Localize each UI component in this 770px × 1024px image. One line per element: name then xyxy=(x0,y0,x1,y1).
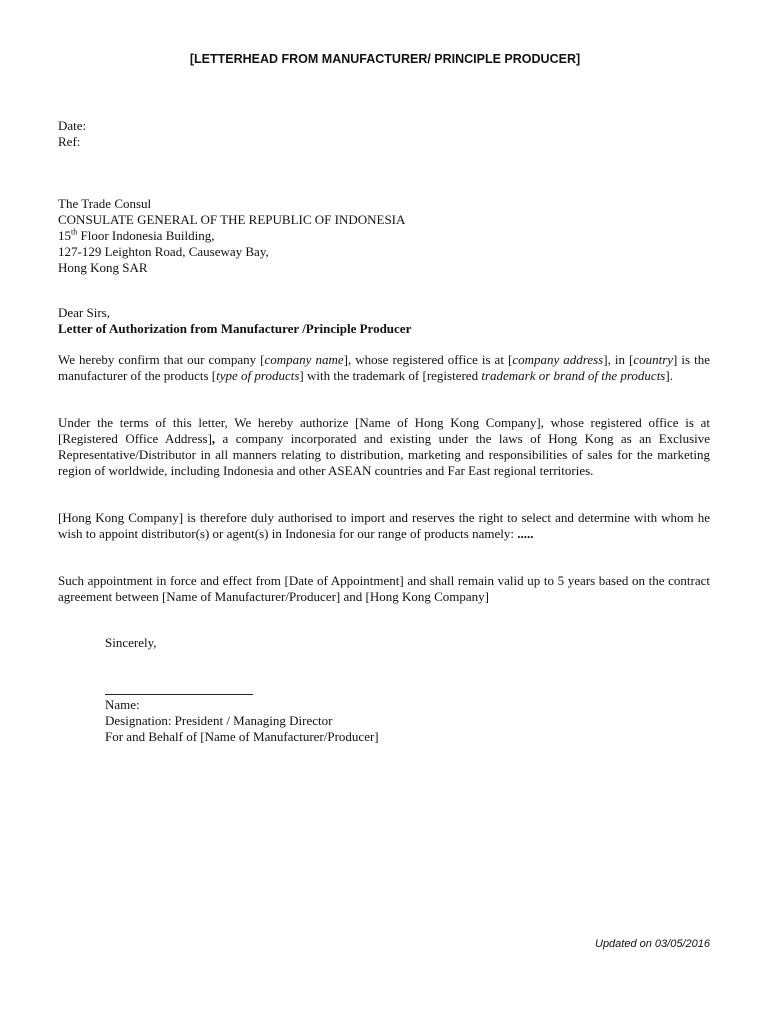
recipient-street: 127-129 Leighton Road, Causeway Bay, xyxy=(58,244,269,259)
signature-line xyxy=(105,694,253,695)
letterhead-placeholder: [LETTERHEAD FROM MANUFACTURER/ PRINCIPLE PRODUCER] xyxy=(189,52,581,66)
company-name-field: company name xyxy=(264,352,344,367)
recipient-address xyxy=(58,196,710,276)
recipient-city: Hong Kong SAR xyxy=(58,260,148,275)
ref-label: Ref: xyxy=(58,134,81,149)
product-type-field: type of products xyxy=(216,368,300,383)
date-ref-block xyxy=(58,118,710,150)
updated-date-footer: Updated on 03/05/2016 xyxy=(595,938,710,950)
signatory-designation: Designation: President / Managing Director xyxy=(105,713,333,728)
paragraph-authorization: Under the terms of this letter, We hereby authorize [Name of Hong Kong Company], whose registered office is at [Registered Office Address], a company incorporated and existing under the laws of Hong Kong as an Exclusive Representative/Distributor in all manners relating to distribution, marketing and responsibilities of sales for the marketing region of worldwide, including Indonesia and other ASEAN countries and Far East regional territories. xyxy=(58,415,711,478)
paragraph-import-rights: [Hong Kong Company] is therefore duly authorised to import and reserves the right to select and determine with whom he wish to appoint distributor(s) or agent(s) in Indonesia for our range of products namely: ..... xyxy=(58,510,710,541)
recipient-building: 15th Floor Indonesia Building, xyxy=(58,227,215,243)
signatory-name-label: Name: xyxy=(105,697,140,712)
salutation: Dear Sirs, xyxy=(58,305,110,320)
recipient-title: The Trade Consul xyxy=(58,196,152,211)
date-label: Date: xyxy=(58,118,87,133)
trademark-field: trademark or brand of the products xyxy=(481,368,666,383)
company-address-field: company address xyxy=(512,352,604,367)
recipient-organization: CONSULATE GENERAL OF THE REPUBLIC OF INDONESIA xyxy=(58,212,406,227)
signatory-behalf: For and Behalf of [Name of Manufacturer/Producer] xyxy=(105,729,379,744)
closing: Sincerely, xyxy=(105,635,157,650)
salutation-block xyxy=(58,305,710,337)
letter-subject: Letter of Authorization from Manufacturer /Principle Producer xyxy=(58,321,412,336)
country-field: country xyxy=(633,352,674,367)
paragraph-confirmation: We hereby confirm that our company [company name], whose registered office is at [company address], in [country] is the manufacturer of the products [type of products] with the trademark of [registered trademark or brand of the products]. xyxy=(58,352,710,383)
signature-block xyxy=(105,697,605,745)
paragraph-appointment-term: Such appointment in force and effect from [Date of Appointment] and shall remain valid up to 5 years based on the contract agreement between [Name of Manufacturer/Producer] and [Hong Kong Company] xyxy=(58,573,710,604)
